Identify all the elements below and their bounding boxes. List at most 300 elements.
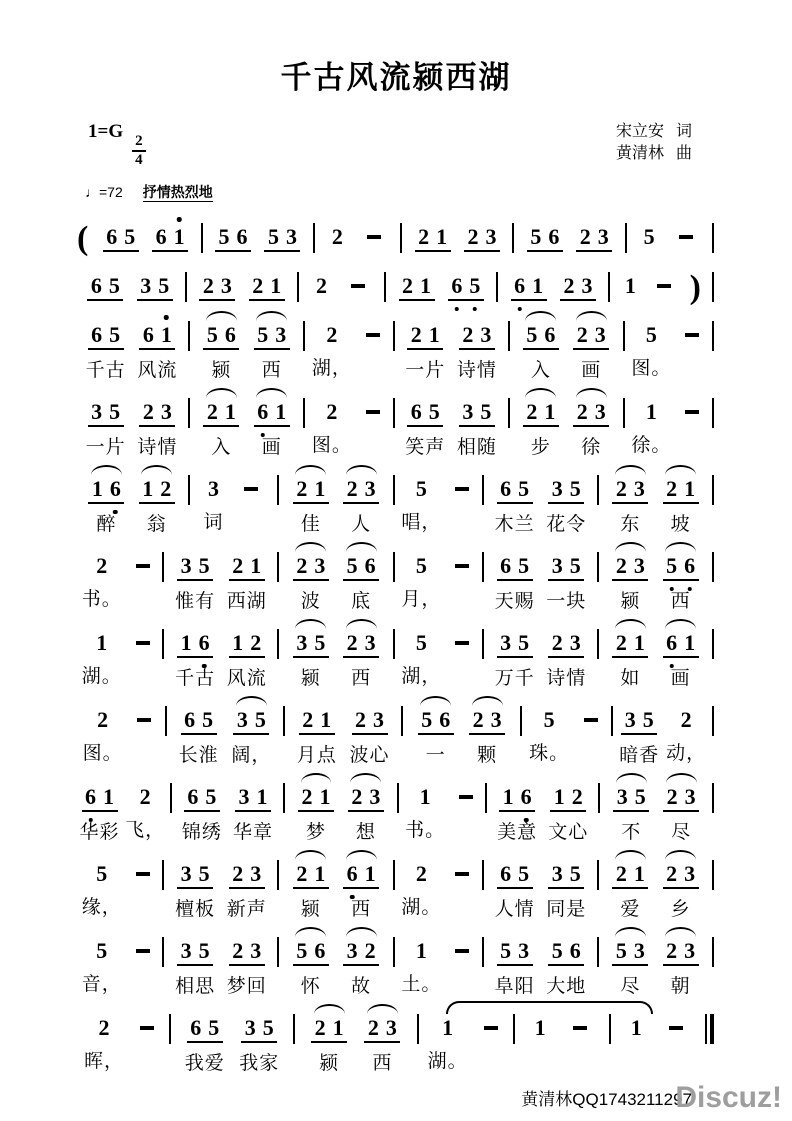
lyric-text: 佳: [300, 514, 321, 535]
note-digit: 5: [198, 861, 210, 886]
note-digit: 1: [103, 784, 115, 809]
dash-note: [140, 1026, 154, 1030]
note-group: [343, 272, 373, 288]
note-group: [173, 552, 217, 613]
lyric-text: 想: [355, 822, 376, 843]
composer-role: 曲: [675, 145, 692, 162]
lyric-text: 大地: [546, 976, 587, 997]
barline: [712, 223, 714, 253]
note-figures: [241, 1014, 277, 1043]
note-group: [236, 475, 266, 491]
note-group: [225, 860, 269, 921]
note-figures: [233, 706, 269, 735]
measure: [395, 321, 508, 382]
note-digit: 6: [410, 399, 422, 424]
note-digit: 5: [109, 399, 121, 424]
note-digit: 3: [462, 399, 474, 424]
notation-system: [75, 539, 714, 613]
note-digit: 5: [314, 630, 326, 655]
note-group: [177, 706, 221, 767]
note-figures: [673, 223, 699, 239]
note-group: [426, 1014, 470, 1073]
note-figures: [184, 783, 220, 812]
notation-system: [75, 693, 714, 767]
lyric-text: 华彩: [79, 822, 120, 843]
measure: [75, 629, 162, 688]
lyric-text: 故: [351, 976, 372, 997]
note-figures: [323, 398, 341, 425]
note-figures: [679, 398, 705, 414]
note-group: [467, 706, 507, 767]
note-digit: 6: [548, 224, 560, 249]
note-digit: 6: [82, 783, 100, 810]
barline: [712, 783, 714, 813]
note-figures: [187, 1014, 223, 1043]
lyric-text: 锦绣: [181, 822, 222, 843]
note-figures: [229, 629, 265, 658]
note-figures: [663, 629, 699, 658]
note-digit: 2: [615, 630, 627, 655]
note-digit: 5: [551, 938, 563, 963]
note-figures: [130, 937, 156, 953]
note-figures: [298, 783, 334, 812]
note-digit: 1: [553, 784, 565, 809]
note-digit: 1: [420, 273, 432, 298]
note-digit: 2: [666, 938, 678, 963]
note-digit: 1: [256, 784, 268, 809]
notation-system: [75, 385, 714, 459]
note-group: [677, 398, 707, 414]
note-digit: 3: [551, 476, 563, 501]
note-digit: 1: [624, 273, 636, 298]
note-digit: 5: [518, 861, 530, 886]
note-digit: 1: [157, 321, 175, 348]
note-digit: 1: [332, 1015, 344, 1040]
lyric-text: 图。: [82, 743, 123, 764]
barline: [712, 629, 714, 659]
note-digit: 6: [517, 783, 535, 810]
note-digit: 3: [208, 476, 220, 501]
note-digit: 3: [180, 553, 192, 578]
note-digit: 6: [439, 707, 451, 732]
note-digit: 3: [364, 630, 376, 655]
note-digit: 6: [224, 322, 236, 347]
note-group: [610, 937, 650, 998]
lyric-text: 我家: [239, 1053, 280, 1074]
measure: [399, 783, 485, 842]
note-figures: [130, 629, 156, 645]
lyric-text: 尽: [671, 822, 692, 843]
lyric-text: 波心: [349, 745, 390, 766]
note-digit: 6: [663, 629, 681, 656]
meta-row: [88, 121, 692, 168]
note-figures: [449, 937, 475, 953]
note-figures: [523, 321, 559, 350]
note-digit: 5: [124, 224, 136, 249]
lyric-text: 一块: [546, 591, 587, 612]
measure: [75, 475, 188, 536]
tie-arc: [446, 1001, 654, 1014]
note-group: [310, 398, 354, 457]
note-group: [173, 629, 217, 690]
note-group: [664, 706, 708, 765]
note-group: [544, 937, 588, 998]
note-figures: [360, 321, 386, 337]
note-figures: [578, 706, 604, 722]
note-digit: 5: [257, 322, 269, 347]
note-digit: 2: [326, 322, 338, 347]
note-digit: 5: [518, 630, 530, 655]
note-group: [574, 223, 614, 252]
dash-note: [136, 872, 150, 876]
note-figures: [459, 321, 495, 350]
measure: [522, 706, 612, 765]
lyric-text: 一片: [405, 360, 446, 381]
measure: [299, 272, 384, 299]
note-figures: [136, 783, 154, 810]
measure: [279, 475, 392, 536]
note-figures: [499, 783, 535, 812]
measure: [484, 475, 597, 536]
note-digit: 5: [480, 399, 492, 424]
note-digit: 2: [206, 399, 218, 424]
note-digit: 5: [569, 476, 581, 501]
note-digit: 5: [466, 272, 484, 299]
measure: [611, 1014, 705, 1041]
lyric-text: 长淮: [178, 745, 219, 766]
note-figures: [328, 223, 346, 250]
note-group: [509, 272, 549, 301]
note-figures: [663, 937, 699, 966]
note-figures: [412, 937, 430, 964]
measure: [610, 269, 712, 306]
lyricist-role: 词: [675, 123, 692, 140]
note-digit: 3: [633, 938, 645, 963]
measure: [395, 860, 482, 919]
note-figures: [203, 321, 239, 350]
composer-name: 黄清林: [615, 145, 664, 162]
note-group: [85, 272, 125, 301]
note-digit: 5: [615, 938, 627, 963]
note-figures: [531, 1014, 549, 1041]
lyric-text: 风流: [137, 360, 178, 381]
note-group: [137, 475, 177, 536]
measure: [75, 937, 162, 996]
measure: [484, 860, 597, 921]
note-figures: [449, 552, 475, 568]
note-group: [493, 937, 537, 998]
note-group: [661, 1014, 691, 1030]
note-digit: 6: [106, 475, 124, 502]
lyric-text: 颍: [620, 591, 641, 612]
notation-system: [75, 1001, 714, 1075]
note-figures: [87, 272, 123, 301]
note-digit: 3: [244, 1015, 256, 1040]
measure: [599, 860, 712, 921]
expression-mark: 抒情热烈地: [142, 184, 213, 200]
measure: [402, 223, 512, 252]
measure: [487, 783, 599, 844]
note-digit: 6: [155, 224, 167, 249]
note-group: [611, 783, 651, 844]
measure: [164, 629, 277, 690]
note-digit: 3: [518, 938, 530, 963]
lyric-text: 人: [351, 514, 372, 535]
measure: [510, 398, 623, 459]
note-group: [135, 272, 175, 301]
note-figures: [94, 706, 112, 733]
note-group: [544, 860, 588, 921]
note-figures: [352, 706, 388, 735]
note-digit: 5: [663, 552, 681, 579]
lyric-text: 梦: [306, 822, 327, 843]
note-digit: 5: [415, 553, 427, 578]
lyric-text: 步: [530, 437, 551, 458]
note-digit: 1: [142, 476, 154, 501]
lyric-text: 晖，: [84, 1051, 125, 1072]
measure: [599, 552, 712, 613]
note-digit: 2: [98, 1015, 110, 1040]
note-group: [341, 860, 381, 921]
note-digit: 2: [402, 273, 414, 298]
note-group: [571, 398, 611, 459]
note-figures: [311, 1014, 347, 1043]
note-digit: 1: [224, 399, 236, 424]
note-group: [291, 475, 331, 536]
note-group: [610, 629, 650, 690]
note-figures: [576, 223, 612, 252]
note-digit: 1: [645, 399, 657, 424]
note-group: [447, 475, 477, 491]
note-group: [358, 398, 388, 414]
note-digit: 6: [500, 476, 512, 501]
notation-system: [75, 847, 714, 921]
note-figures: [407, 398, 443, 427]
note-digit: 2: [410, 322, 422, 347]
measure: [279, 552, 392, 613]
note-group: [128, 552, 158, 568]
note-digit: 2: [301, 784, 313, 809]
note-digit: 1: [544, 399, 556, 424]
lyric-text: 笑声: [405, 437, 446, 458]
note-figures: [88, 475, 124, 504]
measure: [190, 475, 277, 534]
lyricist-name: 宋立安: [615, 123, 664, 140]
lyric-text: 底: [351, 591, 372, 612]
measure: [285, 783, 397, 844]
note-figures: [548, 475, 584, 504]
barline: [705, 1014, 707, 1044]
note-group: [291, 860, 331, 921]
note-digit: 3: [250, 938, 262, 963]
composer-credit: [616, 143, 692, 165]
note-figures: [412, 475, 430, 502]
lyric-text: 醉: [96, 514, 117, 535]
note-figures: [612, 475, 648, 504]
note-group: [101, 223, 141, 252]
note-figures: [103, 223, 139, 252]
key-and-time-signature: [88, 121, 146, 168]
close-paren: ): [689, 269, 701, 306]
barline: [712, 475, 714, 505]
measure: [75, 1014, 169, 1073]
note-digit: 2: [462, 322, 474, 347]
contact-line: 黄清林QQ1743211297: [521, 1090, 692, 1109]
note-digit: 2: [579, 224, 591, 249]
note-figures: [612, 629, 648, 658]
note-figures: [343, 475, 379, 504]
note-figures: [134, 1014, 160, 1030]
note-figures: [469, 706, 505, 735]
note-group: [252, 321, 292, 382]
lyric-text: 月点: [296, 745, 337, 766]
notation-system: [75, 770, 714, 844]
note-group: [132, 1014, 162, 1030]
dash-note: [137, 718, 151, 722]
note-figures: [93, 552, 111, 579]
note-digit: 1: [180, 630, 192, 655]
lyric-text: 唱，: [401, 512, 442, 533]
note-group: [493, 552, 537, 613]
note-group: [671, 223, 701, 239]
note-figures: [82, 783, 118, 812]
note-digit: 2: [563, 273, 575, 298]
note-group: [262, 223, 302, 252]
note-digit: 3: [140, 273, 152, 298]
measure: [484, 629, 597, 690]
note-figures: [497, 475, 533, 504]
note-group: [135, 321, 179, 382]
note-digit: 1: [275, 399, 287, 424]
note-digit: 2: [232, 553, 244, 578]
note-digit: 5: [267, 224, 279, 249]
discuz-watermark-logo: Discuz!: [675, 1081, 782, 1114]
note-group: [397, 272, 437, 301]
lyric-text: 月，: [401, 589, 442, 610]
tempo-mark: ♩=72: [85, 184, 123, 200]
dash-note: [136, 564, 150, 568]
note-group: [413, 223, 453, 252]
note-figures: [573, 398, 609, 427]
note-digit: 2: [315, 273, 327, 298]
note-group: [661, 552, 701, 613]
note-figures: [527, 223, 563, 252]
barline: [712, 398, 714, 428]
time-signature-numerator: 2: [132, 134, 146, 152]
note-group: [173, 937, 217, 998]
note-digit: 5: [205, 784, 217, 809]
note-figures: [548, 629, 584, 658]
note-figures: [177, 552, 213, 581]
note-digit: 3: [581, 273, 593, 298]
measure: [75, 321, 188, 382]
note-digit: 2: [302, 707, 314, 732]
note-group: [80, 937, 124, 996]
open-paren: (: [77, 220, 89, 257]
barline: [712, 321, 714, 351]
note-figures: [478, 1014, 504, 1030]
measure: [498, 272, 608, 301]
note-digit: 5: [518, 553, 530, 578]
lyric-text: 徐。: [631, 435, 672, 456]
note-digit: 3: [296, 630, 308, 655]
lyric-text: 湖，: [401, 666, 442, 687]
note-figures: [177, 860, 213, 889]
lyric-text: 西: [372, 1053, 393, 1074]
note-figures: [640, 223, 658, 250]
lyric-text: 颍: [300, 668, 321, 689]
note-group: [291, 552, 331, 613]
note-group: [546, 783, 590, 844]
measure: [600, 783, 712, 844]
note-figures: [93, 937, 111, 964]
notation-system: [75, 308, 714, 382]
note-group: [237, 1014, 281, 1075]
lyric-text: 颍: [211, 360, 232, 381]
note-group: [135, 398, 179, 459]
note-group: [341, 937, 381, 998]
note-figures: [448, 272, 484, 301]
note-figures: [293, 860, 329, 889]
note-digit: 3: [485, 224, 497, 249]
note-digit: 2: [472, 707, 484, 732]
lyric-text: 湖。: [427, 1051, 468, 1072]
note-digit: 2: [326, 399, 338, 424]
note-figures: [131, 706, 157, 722]
note-figures: [663, 783, 699, 812]
barline: [712, 860, 714, 890]
lyric-text: 坡: [670, 514, 691, 535]
measure: [90, 223, 200, 252]
measure: [484, 552, 597, 613]
note-digit: 2: [367, 1015, 379, 1040]
note-group: [247, 272, 287, 301]
note-group: [81, 706, 125, 765]
note-figures: [540, 706, 558, 733]
note-digit: 3: [480, 322, 492, 347]
note-digit: 2: [467, 224, 479, 249]
note-group: [403, 783, 447, 842]
note-group: [180, 783, 224, 844]
note-digit: 1: [270, 273, 282, 298]
note-group: [447, 629, 477, 645]
note-digit: 5: [543, 707, 555, 732]
dash-note: [455, 487, 469, 491]
dash-note: [573, 1026, 587, 1030]
note-figures: [567, 1014, 593, 1030]
notation-system: [75, 210, 714, 255]
note-group: [348, 706, 392, 767]
note-digit: 1: [428, 322, 440, 347]
note-group: [416, 706, 456, 767]
dash-note: [367, 235, 381, 239]
lyric-text: 万千: [494, 668, 535, 689]
note-figures: [203, 398, 239, 427]
note-digit: 1: [314, 861, 326, 886]
note-figures: [254, 321, 290, 350]
measure: [599, 629, 712, 690]
note-group: [493, 629, 537, 690]
note-figures: [361, 223, 387, 239]
measure: [190, 398, 303, 459]
measure: [395, 937, 482, 996]
note-digit: 5: [526, 322, 538, 347]
note-figures: [343, 937, 379, 966]
note-group: [213, 223, 253, 252]
note-group: [661, 937, 701, 998]
note-group: [202, 475, 226, 534]
note-digit: 2: [96, 553, 108, 578]
